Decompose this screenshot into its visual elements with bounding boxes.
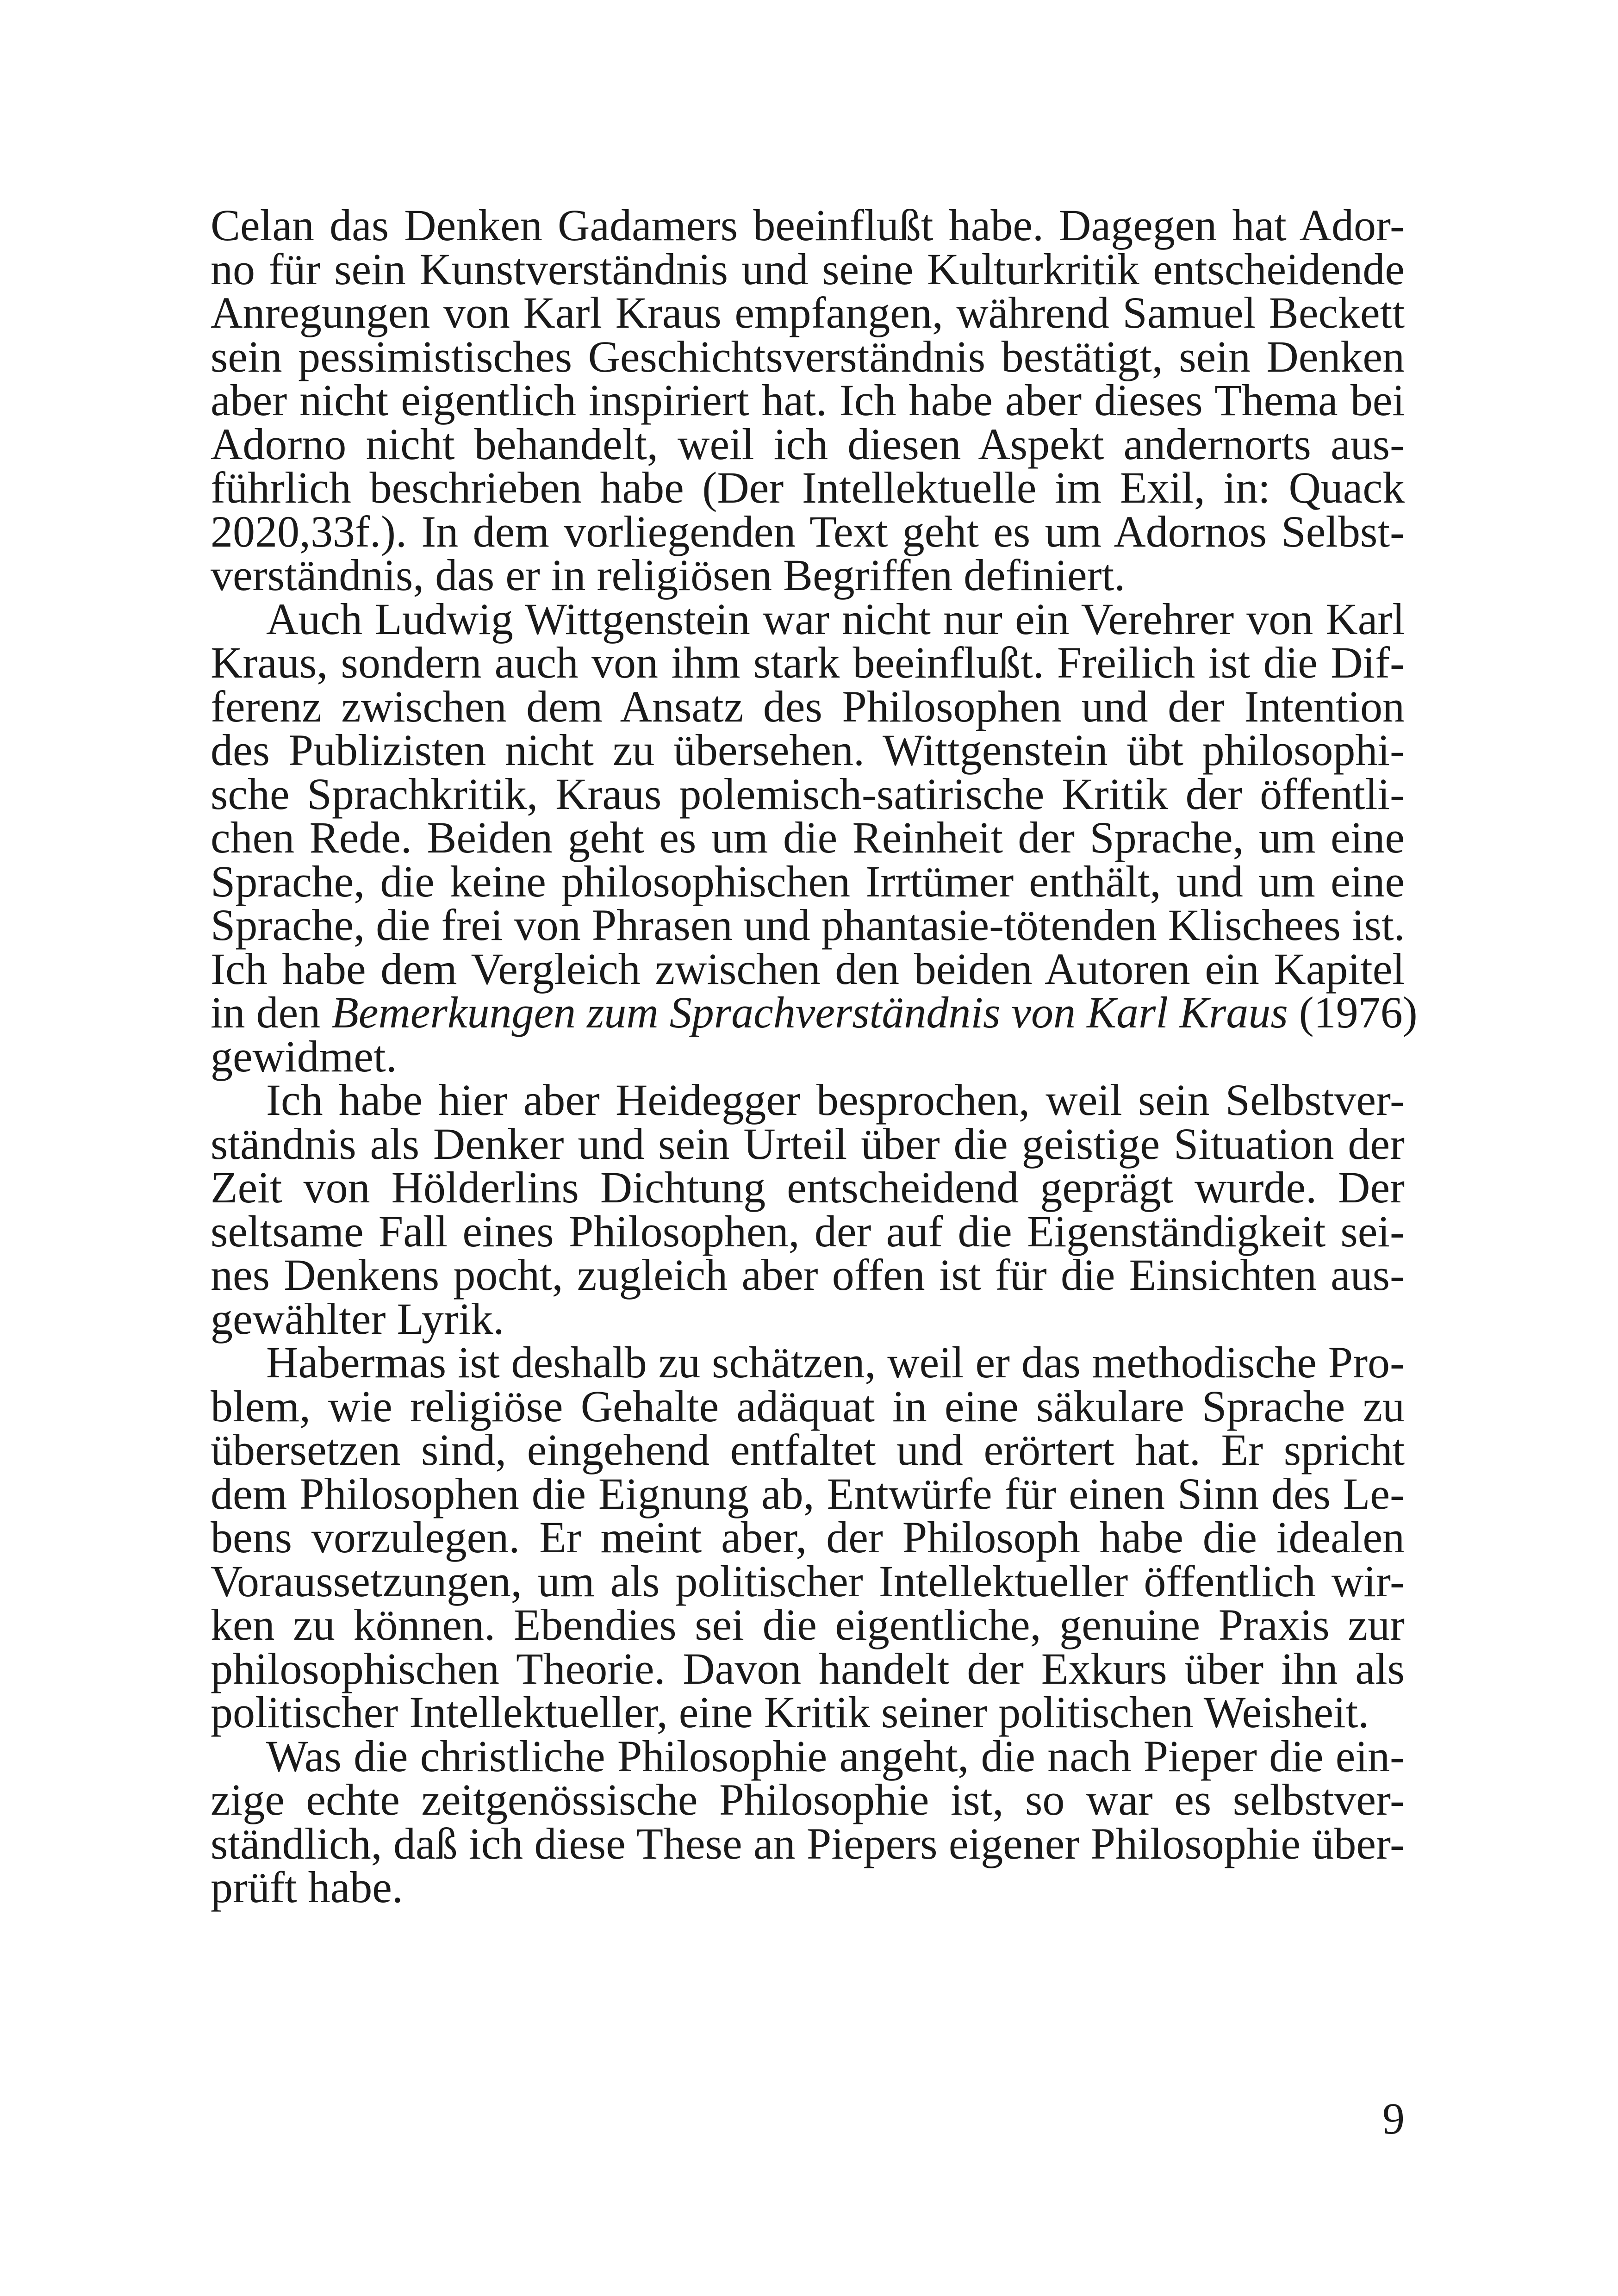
text-line: verständnis, das er in religiösen Begriffen definiert. [211,550,1126,600]
text-line: Sprache, die frei von Phrasen und phantasie-tötenden Klischees ist. [211,900,1405,950]
text-segment: (1976) [1288,988,1418,1037]
text-line: zige echte zeitgenössische Philosophie ist, so war es selbstver- [211,1775,1405,1824]
text-line: no für sein Kunstverständnis und seine Kulturkritik entscheidende [211,244,1405,294]
text-line: gewidmet. [211,1031,397,1081]
paragraph-5 [211,1731,1405,1912]
text-line: gewählter Lyrik. [211,1294,504,1344]
text-line: Adorno nicht behandelt, weil ich diesen Aspekt andernorts aus- [211,419,1405,469]
text-line: ständlich, daß ich diese These an Piepers eigener Philosophie über- [211,1818,1405,1868]
paragraph-3 [211,1075,1405,1344]
paragraph-2 [211,594,1418,1081]
text-line: übersetzen sind, eingehend entfaltet und erörtert hat. Er spricht [211,1425,1405,1475]
text-line: politischer Intellektueller, eine Kritik seiner politischen Weisheit. [211,1687,1369,1737]
text-line: chen Rede. Beiden geht es um die Reinheit der Sprache, um eine [211,813,1405,862]
text-line: Ich habe hier aber Heidegger besprochen, weil sein Selbstver- [266,1075,1405,1125]
text-line: philosophischen Theorie. Davon handelt der Exkurs über ihn als [211,1643,1405,1693]
text-line: 2020,33f.). In dem vorliegenden Text geht es um Adornos Selbst- [211,506,1405,556]
text-line: dem Philosophen die Eignung ab, Entwürfe für einen Sinn des Le- [211,1468,1405,1518]
page-number: 9 [1382,2094,1405,2143]
text-line: ständnis als Denker und sein Urteil über die geistige Situation der [211,1119,1405,1169]
text-line: prüft habe. [211,1862,403,1912]
text-line: Auch Ludwig Wittgenstein war nicht nur ein Verehrer von Karl [266,594,1405,644]
paragraph-4 [211,1338,1405,1737]
text-line: Sprache, die keine philosophischen Irrtümer enthält, und um eine [211,856,1405,906]
text-line: Voraussetzungen, um als politischer Intellektueller öffentlich wir- [211,1556,1405,1606]
text-line-with-title [211,988,1418,1037]
text-segment: in den [211,988,332,1037]
book-title: Bemerkungen zum Sprachverständnis von Karl Kraus [331,988,1288,1037]
text-line: sche Sprachkritik, Kraus polemisch-satirische Kritik der öffentli- [211,769,1405,819]
body-text [211,200,1418,1912]
text-line: Habermas ist deshalb zu schätzen, weil er das methodische Pro- [266,1338,1405,1387]
text-line: Kraus, sondern auch von ihm stark beeinflußt. Freilich ist die Dif- [211,638,1405,687]
text-line: blem, wie religiöse Gehalte adäquat in eine säkulare Sprache zu [211,1381,1405,1431]
text-line: sein pessimistisches Geschichtsverständnis bestätigt, sein Denken [211,331,1405,381]
paragraph-1 [211,200,1405,600]
text-line: ferenz zwischen dem Ansatz des Philosophen und der Intention [211,681,1405,731]
text-line: bens vorzulegen. Er meint aber, der Philosoph habe die idealen [211,1512,1405,1562]
text-line: Zeit von Hölderlins Dichtung entscheidend geprägt wurde. Der [211,1163,1405,1212]
text-line: Ich habe dem Vergleich zwischen den beiden Autoren ein Kapitel [211,944,1405,994]
text-line: nes Denkens pocht, zugleich aber offen ist für die Einsichten aus- [211,1250,1405,1300]
text-line: Anregungen von Karl Kraus empfangen, während Samuel Beckett [211,288,1405,337]
text-line: Celan das Denken Gadamers beeinflußt habe. Dagegen hat Ador- [211,200,1405,250]
text-line: des Publizisten nicht zu übersehen. Wittgenstein übt philosophi- [211,725,1405,775]
text-line: aber nicht eigentlich inspiriert hat. Ich habe aber dieses Thema bei [211,375,1405,425]
text-line: führlich beschrieben habe (Der Intellektuelle im Exil, in: Quack [211,463,1405,512]
text-line: Was die christliche Philosophie angeht, die nach Pieper die ein- [266,1731,1405,1781]
text-line: seltsame Fall eines Philosophen, der auf die Eigenständigkeit sei- [211,1206,1405,1256]
text-line: ken zu können. Ebendies sei die eigentliche, genuine Praxis zur [211,1600,1405,1649]
